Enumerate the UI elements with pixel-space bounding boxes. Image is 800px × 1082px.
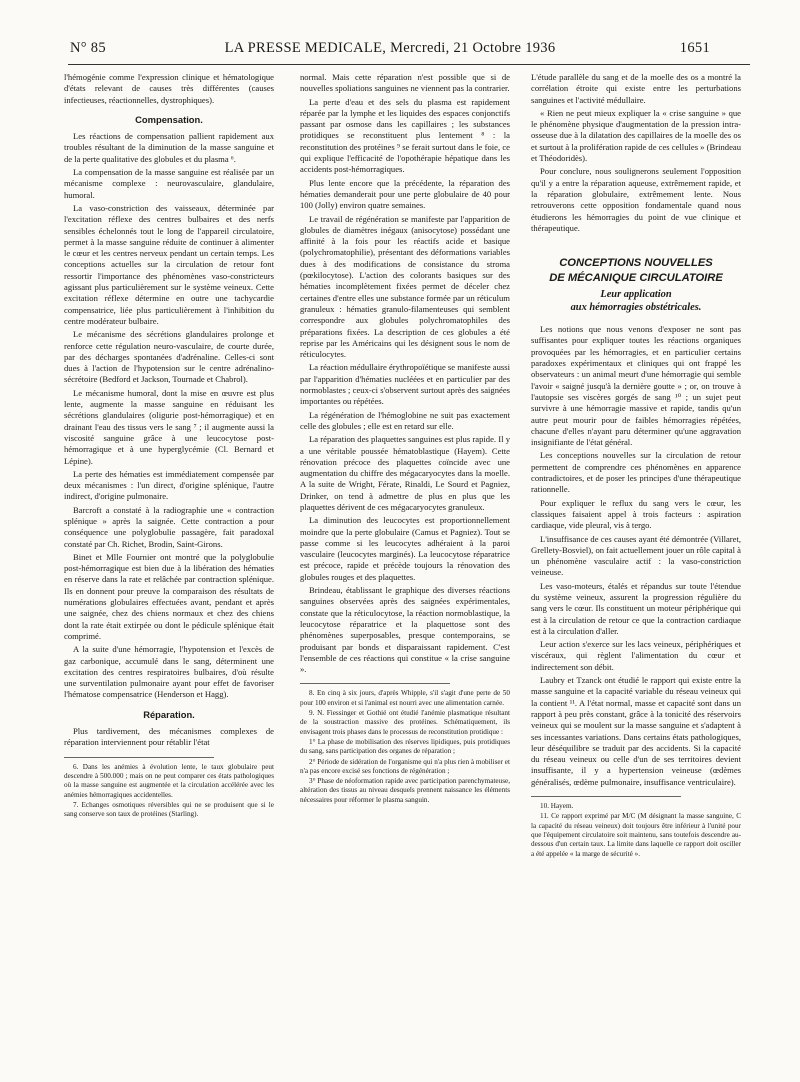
- footnotes: [64, 763, 274, 820]
- footnote-7: 7. Echanges osmotiques réversibles qui ne se produisent que si le sang conserve son taux de protéines (Starling).: [64, 800, 274, 819]
- paragraph: Le mécanisme humoral, dont la mise en œuvre est plus lente, augmente la masse sanguine en réduisant les sécrétions glandulaires (oligurie post-hémorragique) et en drainant l'eau des tissus vers le sang ⁷ ; il augmente aussi la viscosité sanguine grâce à une leucocytose post-hémorragique et à une hyperglycémie (Cl. Bernard et Lépine).: [64, 387, 274, 466]
- paragraph: normal. Mais cette réparation n'est possible que si de nouvelles spoliations sanguines ne viennent pas la contrarier.: [300, 72, 510, 94]
- section-subtitle: [531, 288, 741, 314]
- paragraph: Les notions que nous venons d'exposer ne sont pas suffisantes pour expliquer toutes les réactions organiques provoquées par les hémorragies, et en particulier certains paradoxes expérimentaux et cliniques qui ont frappé les observateurs : un animal meurt d'une hémorragie qui semble l'avoir « saigné jusqu'à la dernière goutte » ; or, on trouve à l'autopsie ses viscères gorgés de sang ¹⁰ ; un sujet peut survivre à une hémorragie massive et rapide, tandis qu'un autre peut mourir pour de faibles hémorragies répétées, chacune d'elles n'ayant paru déterminer qu'une aggravation insignifiante de l'état général.: [531, 324, 741, 448]
- section-title: [531, 256, 741, 286]
- column-2: [300, 72, 510, 806]
- paragraph: Pour conclure, nous soulignerons seulement l'opposition qu'il y a entre la réparation aqueuse, extrêmement rapide, et la réparation globulaire, extrêmement lente. Nous retrouverons cette opposition fondamentale quand nous étudierons les hémorragies du point de vue clinique et thérapeutique.: [531, 166, 741, 233]
- paragraph: A la suite d'une hémorragie, l'hypotension et l'excès de gaz carbonique, accumulé dans le sang, déterminent une excitation des centres respiratoires bulbaires, d'où résulte une surventilation pulmonaire ayant pour effet de favoriser l'hématose compensatrice (Henderson et Hagg).: [64, 644, 274, 700]
- paragraph: Plus lente encore que la précédente, la réparation des hématies demanderait pour une perte globulaire de 40 pour 100 (Jolly) environ quatre semaines.: [300, 177, 510, 211]
- paragraph: Les vaso-moteurs, étalés et répandus sur toute l'étendue du système veineux, assurent la progression régulière du sang vers le cœur. Ils constituent un moteur périphérique qui est à la circulation de retour ce que la contraction cardiaque est à la circulation d'aller.: [531, 580, 741, 636]
- footnote-9-item-3: 3° Phase de néoformation rapide avec participation parenchymateuse, altération des tissus au niveau desquels prennent naissance les éléments nécessaires pour réformer le plasma sanguin.: [300, 777, 510, 804]
- paragraph: L'étude parallèle du sang et de la moelle des os a montré la corrélation étroite qui existe entre les perturbations sanguines et l'activité médullaire.: [531, 72, 741, 105]
- section-subtitle-line-2: aux hémorragies obstétricales.: [570, 302, 702, 314]
- paragraph: La régénération de l'hémoglobine ne suit pas exactement celle des globules ; elle est en retard sur elle.: [300, 409, 510, 431]
- paragraph: l'hémogénie comme l'expression clinique et hématologique d'états relevant de causes très différentes (causes infectieuses, réactionnelles, dystrophiques).: [64, 72, 274, 105]
- paragraph: La réaction médullaire érythropoïétique se manifeste aussi par l'apparition d'hématies nucléées et en particulier par des normoblastes ; ceux-ci s'observent surtout après des saignées importantes ou répétées.: [300, 362, 510, 407]
- footnote-9-item-1: 1° La phase de mobilisation des réserves lipidiques, puis protidiques du sang, sans participation des organes de réparation ;: [300, 737, 510, 756]
- paragraph: La diminution des leucocytes est proportionnellement moindre que la perte globulaire (Camus et Pagniez). Tout se passe comme si les leucocytes adhéraient à la paroi vasculaire (leucocytes marginés). La leucocytose réparatrice est précoce, rapide et précède toujours la rénovation des globules rouges et des plaquettes.: [300, 515, 510, 582]
- journal-title: LA PRESSE MEDICALE, Mercredi, 21 Octobre 1936: [224, 40, 556, 56]
- paragraph: Leur action s'exerce sur les lacs veineux, périphériques et viscéraux, qui règlent l'alimentation du cœur et indirectement son débit.: [531, 639, 741, 672]
- paragraph: Les réactions de compensation pallient rapidement aux troubles résultant de la diminution de la masse sanguine et de la perte qualitative des globules et du plasma ⁶.: [64, 131, 274, 164]
- paragraph: Plus tardivement, des mécanismes complexes de réparation interviennent pour rétablir l'état: [64, 726, 274, 748]
- footnote-9: 9. N. Fiessinger et Gothié ont étudié l'anémie plasmatique résultant de la soustraction massive des protéines. Schématiquement, ils envisagent trois phases dans le processus de reconstitution protidique :: [300, 709, 510, 736]
- footnote-8: 8. En cinq à six jours, d'après Whipple, s'il s'agit d'une perte de 50 pour 100 environ et si l'animal est nourri avec une alimentation carnée.: [300, 689, 510, 707]
- paragraph: La vaso-constriction des vaisseaux, déterminée par l'excitation réflexe des centres bulbaires et des nerfs sensibles échelonnés tout le long de l'appareil circulatoire, permet à la masse sanguine réduite de continuer à alimenter le cœur et les centres nerveux pendant un certain temps. Les conceptions actuelles sur la circulation de retour font ressortir l'importance des phénomènes vaso-constricteurs agissant plus particulièrement sur le système veineux. Cette excitation réflexe détermine en outre une tachycardie compensatrice, liée plus particulièrement à l'inhibition du centre modérateur bulbaire.: [64, 202, 274, 326]
- footnote-10: 10. Hayem.: [540, 802, 574, 811]
- section-title-line-1: CONCEPTIONS NOUVELLES: [559, 257, 713, 270]
- footnote-6: 6. Dans les anémies à évolution lente, le taux globulaire peut descendre à 500.000 ; mais on ne peut comparer ces états pathologiques où la masse sanguine est augmentée et la circulation accélérée avec les anémies hémorragiques accidentelles.: [64, 762, 274, 799]
- footnote-11: 11. Ce rapport exprimé par M/C (M désignant la masse sanguine, C la capacité du réseau veineux) doit toujours être inférieur à l'unité pour que l'équipement circulatoire soit maintenu, sans toutefois descendre au-dessous d'un certain taux. La limite dans laquelle ce rapport doit osciller a été appelée « la marge de sécurité ».: [531, 812, 741, 858]
- paragraph: La perte des hématies est immédiatement compensée par deux mécanismes : l'un direct, d'origine splénique, l'autre indirect, d'origine pulmonaire.: [64, 468, 274, 502]
- page-number-left: N° 85: [70, 40, 106, 56]
- paragraph: Barcroft a constaté à la radiographie une « contraction splénique » après la saignée. Cette contraction a pour conséquence une polyglobulie passagère, fait paradoxal constaté par Ch. Richet, Brodin, Saint-Girons.: [64, 504, 274, 549]
- footnote-rule: [300, 683, 450, 684]
- page-number-right: 1651: [679, 40, 710, 56]
- paragraph: « Rien ne peut mieux expliquer la « crise sanguine » que le phénomène physique d'augmentation de la pression intra-osseuse due à la dilatation des capillaires de la moelle des os et surtout à la prolifération rapide de ces cellules » (Brindeau et Théodoridès).: [531, 107, 741, 164]
- footnote-rule: [64, 757, 214, 758]
- paragraph: Laubry et Tzanck ont étudié le rapport qui existe entre la masse sanguine et la capacité variable du réseau veineux qui la contient ¹¹. A l'état normal, masse et capacité sont dans un rapport à peu près constant, grâce à la tonicité des réservoirs veineux qui se moulent sur la masse sanguine et s'adaptent à ses incessantes variations. Dans certains états pathologiques, leur déséquilibre se traduit par des accidents. Si la capacité du réseau veineux ou celle d'un de ses territoires devient insuffisante, il y a hypertension veineuse (œdèmes généralisés, œdème pulmonaire, insuffisance ventriculaire).: [531, 675, 741, 787]
- paragraph: Le travail de régénération se manifeste par l'apparition de globules de diamètres inégaux (anisocytose) possédant une affinité à la fois pour les réactifs acide et basique (polychromatophilie), présentant des déformations variables dues à des modifications de consistance du stroma (pœkilocytose). L'action des colorants basiques sur des hématies incomplètement fixées permet de déceler chez certaines d'entre elles une substance formée par un réticulum granuleux : hématies granulo-filamenteuses qui semblent correspondre aux globules polychromatophiles des préparations fixées. La description de ces globules a été reprise par les Américains qui les désignent sous le nom de réticulocytes.: [300, 213, 510, 360]
- section-title-line-2: DE MÉCANIQUE CIRCULATOIRE: [549, 272, 723, 285]
- section-heading-reparation: Réparation.: [143, 708, 195, 720]
- paragraph: Les conceptions nouvelles sur la circulation de retour permettent de comprendre ces phénomènes en apparence contradictoires, et de poser les principes d'une thérapeutique rationnelle.: [531, 450, 741, 495]
- footnotes: [531, 802, 741, 859]
- section-subtitle-line-1: Leur application: [600, 289, 672, 301]
- footnotes: [300, 689, 510, 805]
- column-3: [531, 72, 741, 860]
- paragraph: La compensation de la masse sanguine est réalisée par un mécanisme complexe : neurovasculaire, glandulaire, humoral.: [64, 167, 274, 200]
- paragraph: Le mécanisme des sécrétions glandulaires prolonge et renforce cette régulation neuro-vasculaire, de courte durée, par des décharges spontanées d'adrénaline. Celles-ci sont dues à l'action de l'hypotension sur le centre adrénalino-sécrétoire (Bedford et Jackson, Tournade et Chabrol).: [64, 329, 274, 385]
- column-1: [64, 72, 274, 820]
- footnote-9-item-2: 2° Période de sidération de l'organisme qui n'a plus rien à mobiliser et n'a pas encore excisé ses fonctions de régénération ;: [300, 757, 510, 775]
- paragraph: Brindeau, établissant le graphique des diverses réactions sanguines observées après des saignées expérimentales, constate que la réticulocytose, la réaction normoblastique, la leucocytose réparatrice et la plaquettose sont des phénomènes superposables, presque contemporains, se produisant par bonds et disparaissant rapidement. C'est l'ensemble de ces réactions qui constitue « la crise sanguine ».: [300, 585, 510, 675]
- paragraph: Binet et Mlle Fournier ont montré que la polyglobulie post-hémorragique est bien due à la libération des hématies en réserve dans la rate et relâchée par contraction splénique. Ils en donnent pour preuve la comparaison des résultats de numérations globulaires effectuées avant, pendant et après une saignée, chez des chiens normaux et chez des chiens dont la rate était extirpée ou dont le pédicule splénique était comprimé.: [64, 551, 274, 641]
- paragraph: L'insuffisance de ces causes ayant été démontrée (Villaret, Grellety-Bosviel), on fait actuellement jouer un rôle capital à un phénomène vasculaire actif : la vaso-constriction veineuse.: [531, 533, 741, 578]
- page-header: [70, 40, 710, 66]
- footnote-rule: [531, 796, 681, 797]
- paragraph: La réparation des plaquettes sanguines est plus rapide. Il y a une véritable poussée hématoblastique (Hayem). Cette rénovation précoce des plaquettes coïncide avec une augmentation du chiffre des mégacaryocytes dans la moelle. A la suite de Wright, Férate, Rinaldi, Le Sourd et Pagniez, Drinker, on tend à admettre de plus en plus que les plaquettes dérivent de ces mégacaryocytes granuleux.: [300, 434, 510, 512]
- paragraph: La perte d'eau et des sels du plasma est rapidement réparée par la lymphe et les liquides des espaces conjonctifs passant par osmose dans les capillaires ; les substances protidiques se reconstituent plus lentement ⁸ : la reconstitution des protéines ⁹ se ferait surtout dans le foie, ce qui explique l'efficacité de l'opothérapie hépatique dans les accidents post-hémorragiques.: [300, 96, 510, 175]
- paragraph: Pour expliquer le reflux du sang vers le cœur, les classiques faisaient appel à trois facteurs : aspiration cardiaque, vide pleural, vis à tergo.: [531, 497, 741, 531]
- header-rule: [68, 64, 750, 65]
- section-heading-compensation: Compensation.: [135, 113, 203, 125]
